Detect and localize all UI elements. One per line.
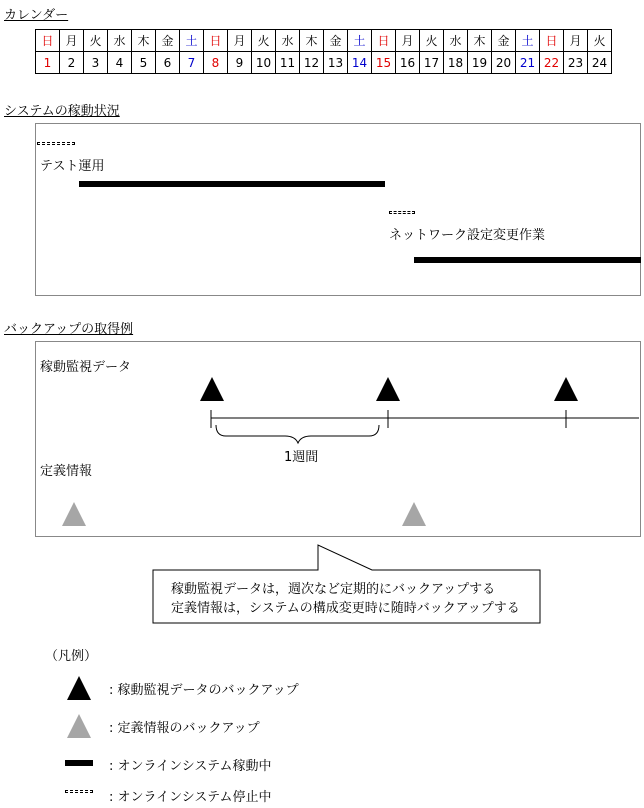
- test-operation-label: テスト運用: [40, 159, 105, 174]
- date-cell: 18: [444, 52, 468, 74]
- weekday-cell: 火: [420, 30, 444, 52]
- weekday-cell: 日: [36, 30, 60, 52]
- date-cell: 3: [84, 52, 108, 74]
- date-cell: 7: [180, 52, 204, 74]
- weekday-cell: 月: [228, 30, 252, 52]
- weekday-cell: 土: [180, 30, 204, 52]
- date-cell: 15: [372, 52, 396, 74]
- week-brace: [216, 425, 379, 443]
- weekday-cell: 木: [468, 30, 492, 52]
- weekday-cell: 木: [300, 30, 324, 52]
- date-cell: 4: [108, 52, 132, 74]
- callout-line-1: 稼動監視データは，週次など定期的にバックアップする: [171, 582, 496, 597]
- weekday-cell: 金: [156, 30, 180, 52]
- date-cell: 1: [36, 52, 60, 74]
- date-cell: 14: [348, 52, 372, 74]
- date-cell: 23: [564, 52, 588, 74]
- weekday-cell: 金: [492, 30, 516, 52]
- legend-item-definition-backup: : 定義情報のバックアップ: [109, 721, 260, 736]
- weekday-cell: 日: [540, 30, 564, 52]
- weekday-cell: 月: [564, 30, 588, 52]
- weekday-cell: 水: [276, 30, 300, 52]
- date-cell: 2: [60, 52, 84, 74]
- legend-item-stopped: : オンラインシステム停止中: [109, 790, 272, 805]
- date-cell: 5: [132, 52, 156, 74]
- legend-item-running: : オンラインシステム稼動中: [109, 759, 272, 774]
- weekday-cell: 水: [108, 30, 132, 52]
- legend-title: （凡例）: [45, 649, 98, 664]
- weekday-cell: 土: [348, 30, 372, 52]
- date-cell: 10: [252, 52, 276, 74]
- definition-backup-icon: [62, 502, 86, 526]
- legend-operation-backup-icon: [67, 676, 91, 700]
- definition-label: 定義情報: [40, 464, 93, 479]
- date-cell: 24: [588, 52, 612, 74]
- date-cell: 17: [420, 52, 444, 74]
- definition-backup-icon: [402, 502, 426, 526]
- legend-stopped-marker: [65, 790, 93, 793]
- date-cell: 13: [324, 52, 348, 74]
- weekday-cell: 月: [60, 30, 84, 52]
- date-cell: 11: [276, 52, 300, 74]
- date-cell: 6: [156, 52, 180, 74]
- callout-line-2: 定義情報は，システムの構成変更時に随時バックアップする: [171, 601, 520, 616]
- date-cell: 21: [516, 52, 540, 74]
- date-cell: 9: [228, 52, 252, 74]
- legend-definition-backup-icon: [67, 714, 91, 738]
- weekday-cell: 火: [588, 30, 612, 52]
- weekday-cell: 日: [372, 30, 396, 52]
- weekday-cell: 日: [204, 30, 228, 52]
- date-cell: 22: [540, 52, 564, 74]
- network-change-label: ネットワーク設定変更作業: [389, 228, 546, 243]
- weekday-cell: 木: [132, 30, 156, 52]
- weekday-cell: 月: [396, 30, 420, 52]
- weekday-cell: 火: [252, 30, 276, 52]
- weekday-cell: 金: [324, 30, 348, 52]
- date-cell: 16: [396, 52, 420, 74]
- operation-title: システムの稼動状況: [4, 104, 120, 119]
- operation-data-label: 稼動監視データ: [40, 360, 132, 375]
- date-cell: 20: [492, 52, 516, 74]
- weekday-cell: 水: [444, 30, 468, 52]
- date-cell: 12: [300, 52, 324, 74]
- weekday-cell: 火: [84, 30, 108, 52]
- date-cell: 19: [468, 52, 492, 74]
- legend-running-bar: [65, 760, 93, 766]
- legend-item-operation-backup: : 稼動監視データのバックアップ: [109, 683, 299, 698]
- date-cell: 8: [204, 52, 228, 74]
- week-label: 1週間: [284, 450, 319, 465]
- calendar-title: カレンダー: [4, 8, 69, 23]
- backup-title: バックアップの取得例: [4, 322, 134, 337]
- weekday-cell: 土: [516, 30, 540, 52]
